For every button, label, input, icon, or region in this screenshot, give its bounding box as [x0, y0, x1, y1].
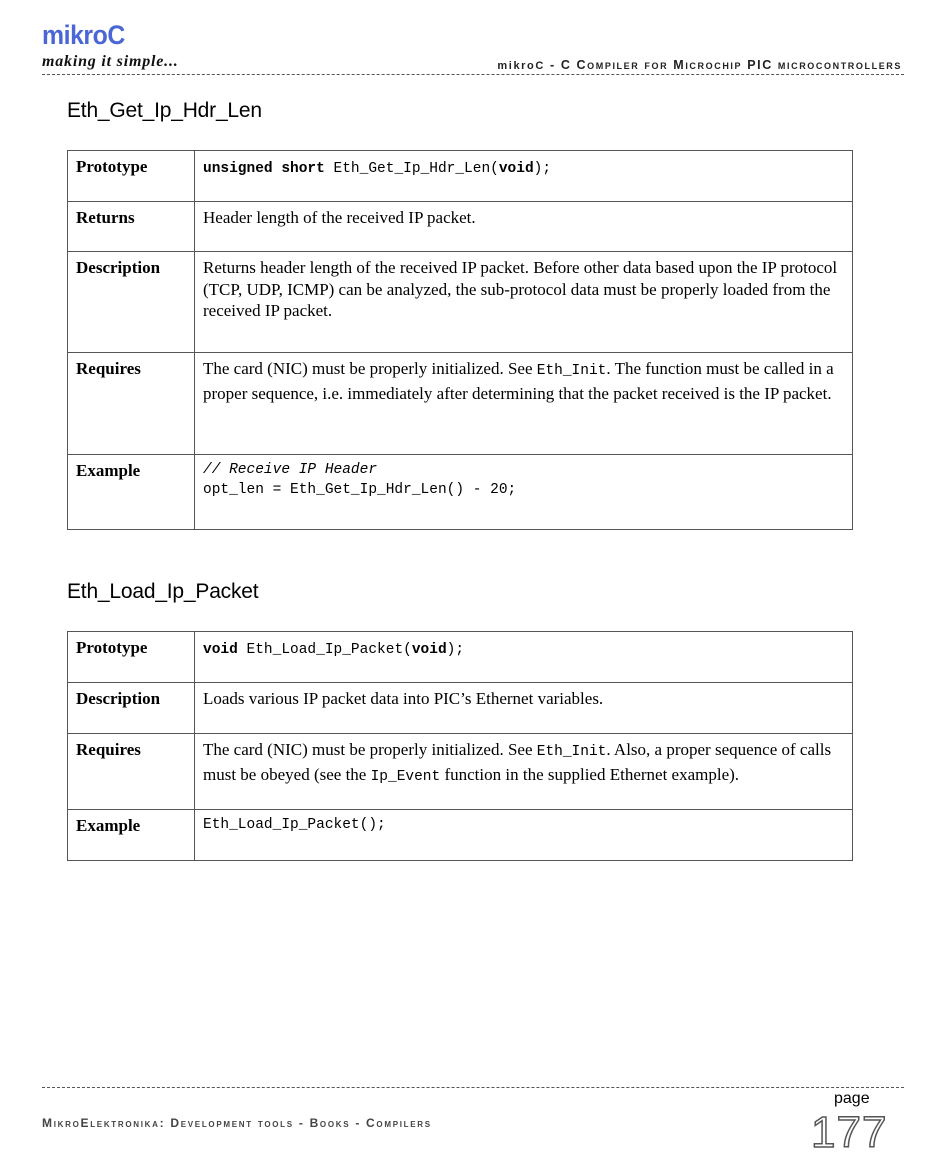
table-row — [68, 810, 853, 861]
table-row — [68, 252, 853, 353]
code-reference: Ip_Event — [370, 768, 441, 785]
tagline: making it simple... — [42, 53, 179, 70]
requires-text: The card (NIC) must be properly initialized. See Eth_Init. The function must be called in a proper sequence, i.e. immediately after determining that the packet received is the IP packet. — [195, 353, 853, 455]
row-label: Prototype — [68, 151, 195, 202]
example-comment: // Receive IP Header — [203, 462, 378, 478]
returns-text: Header length of the received IP packet. — [195, 202, 853, 252]
page-label: page — [834, 1090, 870, 1107]
requires-text: The card (NIC) must be properly initialized. See Eth_Init. Also, a proper sequence of calls must be obeyed (see the Ip_Event function in the supplied Ethernet example). — [195, 734, 853, 810]
prototype-code: void Eth_Load_Ip_Packet(void); — [203, 642, 465, 658]
example-cell — [195, 810, 853, 861]
function-reference-table — [67, 631, 853, 861]
table-row — [68, 202, 853, 252]
table-row — [68, 734, 853, 810]
footer-publisher: MikroElektronika: Development tools - Books - Compilers — [42, 1116, 432, 1130]
table-row — [68, 683, 853, 734]
brand-logo: mikroC — [42, 20, 125, 50]
row-label: Description — [68, 252, 195, 353]
row-label: Prototype — [68, 632, 195, 683]
section-title: Eth_Load_Ip_Packet — [67, 580, 259, 603]
header-subtitle: - C Compiler for Microchip PIC microcontrollers — [544, 58, 902, 72]
page-number: 177 — [811, 1108, 888, 1157]
row-label: Returns — [68, 202, 195, 252]
header-brand: mikroC — [497, 60, 545, 72]
row-label: Description — [68, 683, 195, 734]
footer-divider — [42, 1087, 904, 1088]
row-label: Requires — [68, 734, 195, 810]
example-code: Eth_Load_Ip_Packet(); — [203, 817, 386, 833]
row-label: Requires — [68, 353, 195, 455]
function-reference-table — [67, 150, 853, 530]
description-text: Returns header length of the received IP packet. Before other data based upon the IP protocol (TCP, UDP, ICMP) can be analyzed, the sub-protocol data must be properly loaded from the received IP packet. — [195, 252, 853, 353]
prototype-cell — [195, 632, 853, 683]
row-label: Example — [68, 810, 195, 861]
row-label: Example — [68, 455, 195, 530]
example-cell — [195, 455, 853, 530]
prototype-cell — [195, 151, 853, 202]
header-divider — [42, 74, 904, 75]
table-row — [68, 455, 853, 530]
example-code: opt_len = Eth_Get_Ip_Hdr_Len() - 20; — [203, 482, 517, 498]
table-row — [68, 151, 853, 202]
description-text: Loads various IP packet data into PIC’s Ethernet variables. — [195, 683, 853, 734]
table-row — [68, 353, 853, 455]
code-reference: Eth_Init — [536, 363, 607, 379]
code-reference: Eth_Init — [536, 744, 607, 760]
prototype-code: unsigned short Eth_Get_Ip_Hdr_Len(void); — [203, 161, 552, 177]
section-title: Eth_Get_Ip_Hdr_Len — [67, 99, 262, 122]
table-row — [68, 632, 853, 683]
running-header — [497, 58, 902, 72]
